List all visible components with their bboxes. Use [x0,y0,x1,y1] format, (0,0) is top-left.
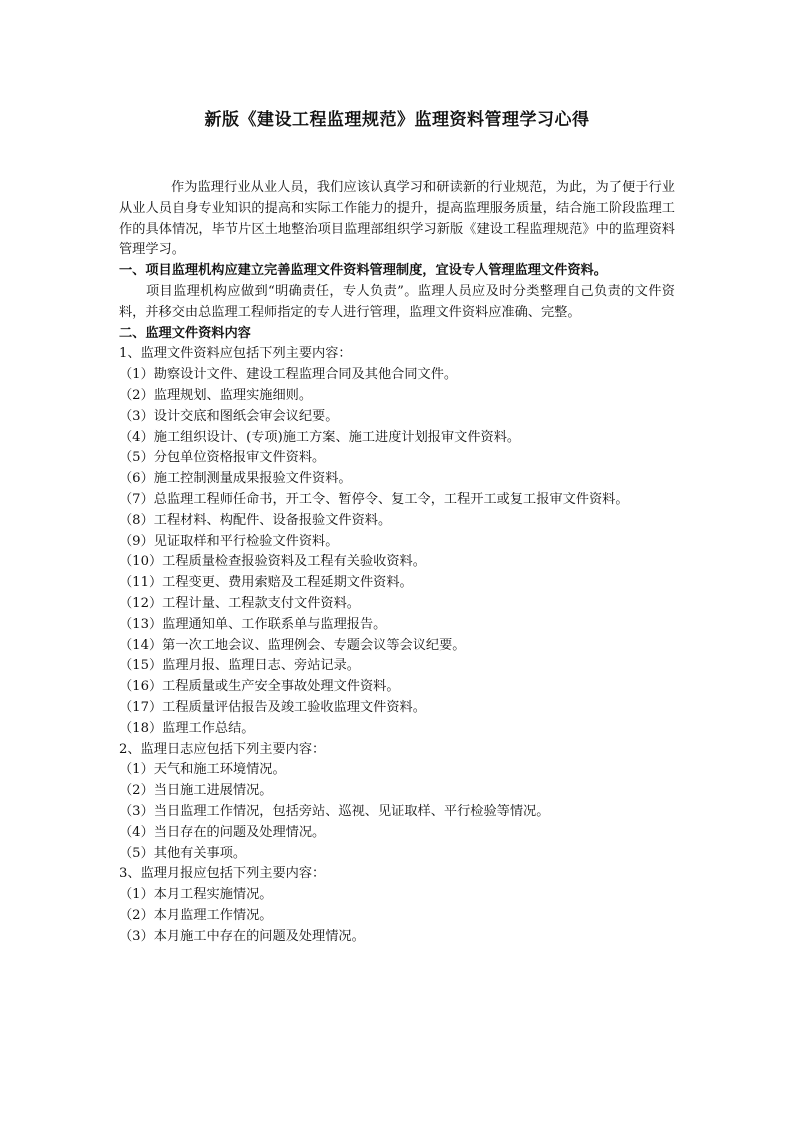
sub3-list [119,885,675,947]
list-item: （8）工程材料、构配件、设备报验文件资料。 [119,512,392,528]
list-item: （2）本月监理工作情况。 [119,907,273,923]
list-item: （5）分包单位资格报审文件资料。 [119,450,326,466]
list-item: （13）监理通知单、工作联系单与监理报告。 [119,616,387,632]
sub1-heading: 1、监理文件资料应包括下列主要内容： [119,346,352,362]
list-item: （18）监理工作总结。 [119,720,255,736]
intro-paragraph: 作为监理行业从业人员，我们应该认真学习和研读新的行业规范，为此，为了便于行业从业人员自身专业知识的提高和实际工作能力的提升，提高监理服务质量，结合施工阶段监理工作的具体情况，毕节片区土地整治项目监理部组织学习新版《建设工程监理规范》中的监理资料管理学习。 [119,180,675,258]
list-item: （3）设计交底和图纸会审会议纪要。 [119,408,339,424]
list-item: （7）总监理工程师任命书，开工令、暂停令、复工令，工程开工或复工报审文件资料。 [119,491,629,507]
sub1-list [119,365,675,739]
list-item: （9）见证取样和平行检验文件资料。 [119,533,339,549]
list-item: （3）本月施工中存在的问题及处理情况。 [119,928,365,944]
list-item: （17）工程质量评估报告及竣工验收监理文件资料。 [119,699,426,715]
list-item: （1）勘察设计文件、建设工程监理合同及其他合同文件。 [119,367,458,383]
section1-body: 项目监理机构应做到“明确责任，专人负责”。监理人员应及时分类整理自己负责的文件资料，并移交由总监理工程师指定的专人进行管理，监理文件资料应准确、完整。 [119,283,675,320]
list-item: （2）当日施工进展情况。 [119,783,273,799]
list-item: （1）天气和施工环境情况。 [119,762,286,778]
list-item: （4）施工组织设计、(专项)施工方案、施工进度计划报审文件资料。 [119,429,521,445]
list-item: （11）工程变更、费用索赔及工程延期文件资料。 [119,575,413,591]
sub2-list [119,760,675,864]
section2-heading: 二、监理文件资料内容 [119,325,251,341]
document-title: 新版《建设工程监理规范》监理资料管理学习心得 [204,110,590,130]
sub2-heading: 2、监理日志应包括下列主要内容： [119,741,326,757]
list-item: （12）工程计量、工程款支付文件资料。 [119,595,360,611]
document-body [119,178,675,947]
list-item: （6）施工控制测量成果报验文件资料。 [119,471,352,487]
list-item: （2）监理规划、监理实施细则。 [119,387,313,403]
list-item: （1）本月工程实施情况。 [119,887,273,903]
list-item: （16）工程质量或生产安全事故处理文件资料。 [119,679,400,695]
list-item: （10）工程质量检查报验资料及工程有关验收资料。 [119,554,426,570]
list-item: （15）监理月报、监理日志、旁站记录。 [119,658,360,674]
sub3-heading: 3、监理月报应包括下列主要内容： [119,866,326,882]
section1-heading: 一、项目监理机构应建立完善监理文件资料管理制度，宜设专人管理监理文件资料。 [119,263,607,279]
list-item: （4）当日存在的问题及处理情况。 [119,824,326,840]
list-item: （14）第一次工地会议、监理例会、专题会议等会议纪要。 [119,637,466,653]
list-item: （5）其他有关事项。 [119,845,247,861]
list-item: （3）当日监理工作情况，包括旁站、巡视、见证取样、平行检验等情况。 [119,803,550,819]
